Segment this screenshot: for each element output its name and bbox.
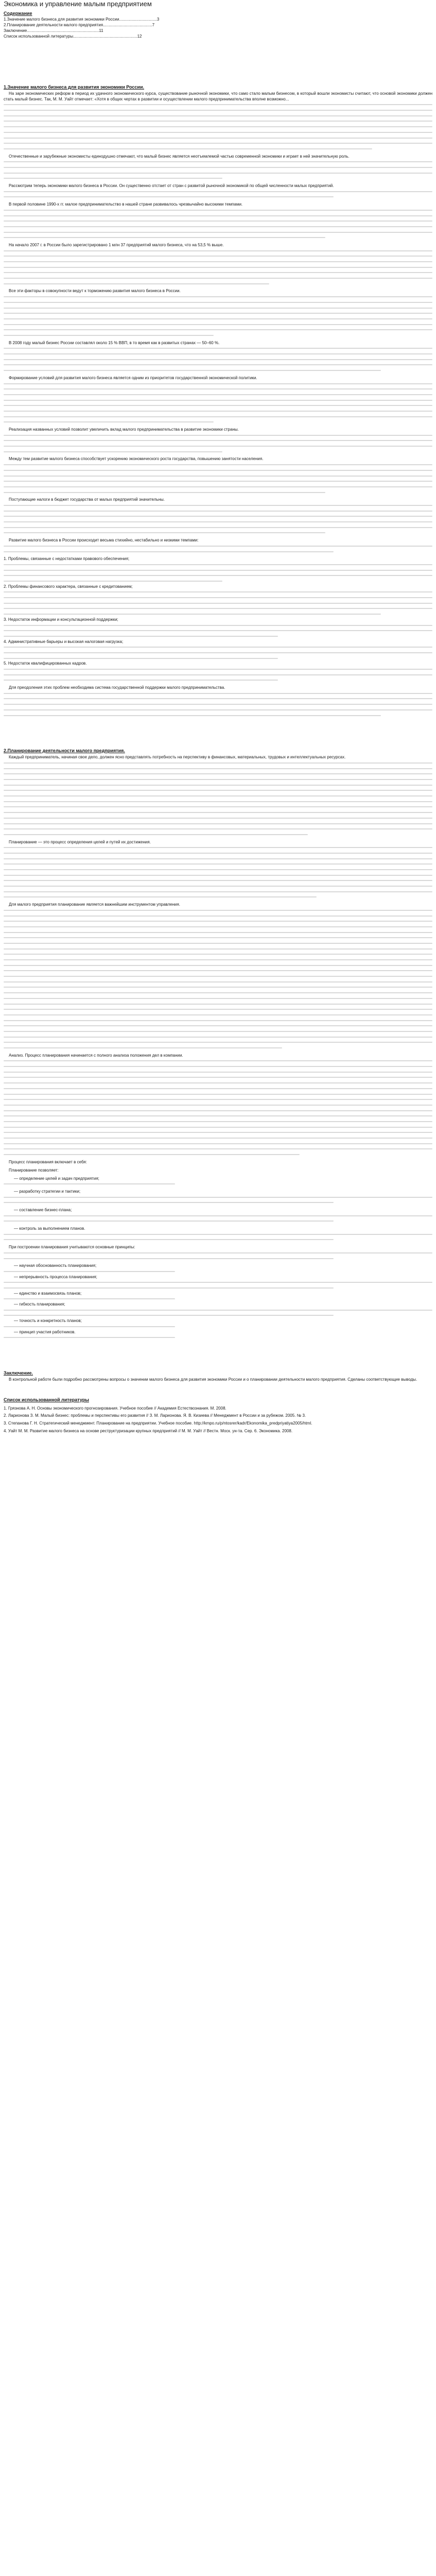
document-title: Экономика и управление малым предприятием (4, 0, 152, 8)
body-text-block (4, 102, 432, 151)
body-text-block (4, 691, 432, 718)
text-line (4, 777, 432, 783)
text-line (4, 894, 317, 900)
text-line (4, 856, 432, 862)
text-line (4, 1324, 175, 1330)
body-text-block (4, 159, 432, 181)
text-line (4, 438, 432, 444)
text-line (4, 568, 432, 573)
body-text-block (4, 1296, 432, 1302)
text-line (4, 1070, 432, 1075)
body-text-block (4, 189, 432, 200)
text-line (4, 1313, 334, 1318)
text-line (4, 1232, 432, 1238)
text-line (4, 433, 432, 438)
text-line (4, 208, 432, 213)
text-line (4, 1040, 432, 1045)
text-line (4, 645, 432, 650)
text-line (4, 419, 214, 425)
text-line (4, 1002, 432, 1007)
toc-item: 1.Значение малого бизнеса для развития экономики России.................................3 (4, 17, 160, 22)
text-line (4, 573, 432, 579)
text-line (4, 270, 432, 276)
text-line (4, 702, 432, 707)
text-line (4, 913, 432, 919)
text-line (4, 224, 432, 230)
text-line (4, 612, 381, 617)
body-text-block (4, 208, 432, 241)
list-item: 4. Административные барьеры и высокая налоговая нагрузка; (4, 639, 124, 644)
text-line (4, 124, 432, 130)
paragraph: В 2008 году малый бизнес России составлял около 15 % ВВП, в то время как в развитых странах — 50–60 %. (9, 340, 220, 345)
text-line (4, 1130, 432, 1136)
body-text-block (4, 1213, 432, 1224)
text-line (4, 771, 432, 777)
paragraph: На заре экономических реформ в период их удачного экономического курса, существование рыночной экономики, что само стало малым бизнесом, в который вошли экономисты считают, что основой экономики должен стать малый бизнес. Так, М. М. Уайт отмечает: «Хотя в общих чертах в развитии и осуществлении малого предпринимательства вполне возможно... (4, 91, 432, 101)
section-heading: 2.Планирование деятельности малого предприятия. (4, 748, 125, 754)
text-line (4, 165, 432, 171)
text-line (4, 141, 432, 146)
text-line (4, 788, 432, 793)
paragraph: Формирование условий для развития малого бизнеса является одним из приоритетов государственной экономической политики. (9, 375, 257, 380)
text-line (4, 623, 432, 629)
body-text-block (4, 544, 432, 554)
text-line (4, 294, 432, 300)
text-line (4, 1064, 432, 1070)
text-line (4, 265, 432, 270)
body-text-block (4, 1269, 432, 1275)
text-line (4, 760, 432, 766)
list-item: — единство и взаимосвязь планов; (14, 1291, 82, 1296)
toc-item: Список использованной литературы........................................................12 (4, 34, 142, 39)
text-line (4, 924, 432, 930)
text-line (4, 935, 432, 941)
paragraph: Все эти факторы в совокупности ведут к торможению развития малого бизнеса в России. (9, 289, 181, 294)
text-line (4, 1113, 432, 1119)
text-line (4, 851, 432, 856)
text-line (4, 1250, 432, 1256)
text-line (4, 889, 432, 895)
body-text-block (4, 1058, 432, 1157)
list-item: — непрерывность процесса планирования; (14, 1274, 97, 1279)
text-line (4, 595, 432, 601)
text-line (4, 213, 432, 219)
text-line (4, 1195, 432, 1200)
text-line (4, 650, 432, 656)
paragraph: Процесс планирования включает в себя: (9, 1159, 87, 1164)
paragraph: Поступающие налоги в бюджет государства от малых предприятий значительны. (9, 497, 165, 502)
text-line (4, 194, 334, 200)
body-text-block (4, 433, 432, 455)
paragraph: Планирование — это процесс определения целей и путей их достижения. (9, 839, 151, 844)
text-line (4, 159, 432, 165)
section-small-business-role (4, 84, 432, 718)
body-text-block (4, 562, 432, 584)
text-line (4, 1237, 334, 1243)
text-line (4, 189, 432, 195)
body-text-block (4, 645, 432, 661)
paragraph: Рассмотрим теперь экономики малого бизнеса в России. Он существенно отстает от стран с развитой рыночной экономикой по общей численности малых предприятий. (9, 183, 334, 189)
text-line (4, 908, 432, 913)
body-text-block (4, 462, 432, 495)
text-line (4, 1136, 432, 1141)
text-line (4, 766, 432, 772)
text-line (4, 135, 432, 141)
text-line (4, 826, 432, 832)
text-line (4, 1045, 282, 1051)
text-line (4, 713, 381, 719)
text-line (4, 957, 432, 963)
list-item: — гибкость планирования; (14, 1302, 65, 1307)
text-line (4, 832, 308, 838)
text-line (4, 248, 432, 254)
text-line (4, 579, 222, 584)
text-line (4, 108, 432, 113)
text-line (4, 146, 372, 152)
text-line (4, 1125, 432, 1130)
body-text-block (4, 1308, 432, 1318)
text-line (4, 821, 432, 827)
text-line (4, 444, 432, 449)
body-text-block (4, 503, 432, 536)
text-line (4, 1280, 432, 1285)
text-line (4, 941, 432, 946)
list-item: — контроль за выполнением планов. (14, 1226, 85, 1231)
paragraph: В первой половине 1990-х гг. малое предпринимательство в нашей стране развивалось чрезвычайно высокими темпами. (9, 202, 243, 207)
plan-list-heading: Планирование позволяет: (9, 1167, 59, 1173)
text-line (4, 1035, 432, 1040)
text-line (4, 656, 278, 662)
text-line (4, 601, 432, 606)
text-line (4, 462, 432, 468)
text-line (4, 1119, 432, 1125)
text-line (4, 952, 432, 957)
text-line (4, 979, 432, 985)
text-line (4, 1181, 175, 1187)
text-line (4, 118, 432, 124)
text-line (4, 1335, 175, 1341)
body-text-block (4, 1250, 432, 1261)
text-line (4, 996, 432, 1002)
section-heading: Список использованной литературы (4, 1397, 89, 1402)
text-line (4, 351, 432, 357)
text-line (4, 176, 222, 181)
text-line (4, 1256, 334, 1262)
text-line (4, 171, 432, 176)
list-item: 5. Недостаток квалифицированных кадров. (4, 661, 87, 666)
paragraph: Развитие малого бизнеса в России происходит весьма стихийно, нестабильно и низкими темпами: (9, 538, 199, 543)
body-text-block (4, 1280, 432, 1291)
text-line (4, 1152, 300, 1158)
text-line (4, 861, 432, 867)
text-line (4, 589, 432, 595)
paragraph: При построении планирования учитываются основные принципы: (9, 1245, 135, 1250)
toc-item: Заключение...............................................................11 (4, 28, 103, 33)
text-line (4, 810, 432, 816)
text-line (4, 783, 432, 788)
text-line (4, 1200, 334, 1206)
text-line (4, 1023, 432, 1029)
text-line (4, 281, 269, 287)
text-line (4, 503, 432, 509)
list-item: — составление бизнес-плана; (14, 1207, 72, 1212)
text-line (4, 130, 432, 135)
paragraph: Реализация названных условий позволит увеличить вклад малого предпринимательства в развитие экономики страны. (9, 427, 239, 432)
text-line (4, 677, 278, 683)
list-item: — определение целей и задач предприятия; (14, 1176, 99, 1181)
text-line (4, 306, 432, 311)
text-line (4, 799, 432, 805)
list-item: 1. Проблемы, связанные с недостатками правового обеспечения; (4, 556, 130, 562)
text-line (4, 919, 432, 924)
text-line (4, 804, 432, 810)
text-line (4, 946, 432, 952)
text-line (4, 1029, 432, 1035)
body-text-block (4, 908, 432, 1051)
text-line (4, 449, 222, 455)
text-line (4, 707, 432, 713)
section-references (4, 1397, 432, 1434)
text-line (4, 409, 432, 414)
text-line (4, 327, 432, 333)
text-line (4, 300, 432, 306)
text-line (4, 414, 432, 420)
body-text-block (4, 1324, 432, 1330)
text-line (4, 259, 432, 265)
text-line (4, 392, 432, 398)
text-line (4, 490, 325, 496)
text-line (4, 968, 432, 974)
body-text-block (4, 346, 432, 373)
text-line (4, 362, 432, 368)
paragraph: Между тем развитие малого бизнеса способствует ускорению экономического роста государства, повышению занятости населения. (9, 456, 264, 462)
section-heading: Заключение. (4, 1370, 33, 1376)
section-planning (4, 748, 432, 1341)
text-line (4, 634, 278, 639)
text-line (4, 1097, 432, 1103)
paragraph: Каждый предприниматель, начиная свое дело, должен ясно представлять потребность на перспективу в финансовых, материальных, трудовых и интеллектуальных ресурсах. (9, 755, 346, 760)
text-line (4, 253, 432, 259)
text-line (4, 1007, 432, 1012)
body-text-block (4, 381, 432, 426)
text-line (4, 990, 432, 996)
text-line (4, 311, 432, 316)
body-text-block (4, 667, 432, 683)
paragraph: Для преодоления этих проблем необходима система государственной поддержки малого предпринимательства. (9, 685, 225, 690)
text-line (4, 346, 432, 351)
text-line (4, 473, 432, 479)
list-item: — точность и конкретность планов; (14, 1318, 82, 1324)
text-line (4, 509, 432, 514)
body-text-block (4, 760, 432, 838)
text-line (4, 1108, 432, 1114)
text-line (4, 628, 432, 634)
text-line (4, 386, 432, 392)
body-text-block (4, 623, 432, 639)
text-line (4, 1058, 432, 1064)
contents-heading: Содержание (4, 11, 32, 16)
text-line (4, 381, 432, 387)
text-line (4, 1018, 432, 1024)
body-text-block (4, 248, 432, 287)
text-line (4, 1218, 334, 1224)
text-line (4, 357, 432, 363)
text-line (4, 544, 432, 549)
text-line (4, 1080, 432, 1086)
section-heading: 1.Значение малого бизнеса для развития экономики России. (4, 84, 145, 90)
reference-item: 1. Грязнова А. Н. Основы экономического прогнозирования. Учебное пособие // Академия Естествознания. М. 2008. (4, 1405, 226, 1411)
text-line (4, 113, 432, 119)
text-line (4, 1092, 432, 1097)
text-line (4, 1012, 432, 1018)
text-line (4, 368, 381, 374)
body-text-block (4, 1335, 432, 1341)
text-line (4, 1141, 432, 1147)
text-line (4, 985, 432, 990)
list-item: — научная обоснованность планирования; (14, 1263, 97, 1268)
text-line (4, 1213, 432, 1219)
text-line (4, 316, 432, 322)
text-line (4, 468, 432, 473)
text-line (4, 333, 214, 338)
text-line (4, 1308, 432, 1313)
text-line (4, 230, 432, 235)
body-text-block (4, 294, 432, 338)
body-text-block (4, 845, 432, 900)
body-text-block (4, 1232, 432, 1243)
body-text-block (4, 589, 432, 617)
text-line (4, 1103, 432, 1108)
text-line (4, 1075, 432, 1080)
text-line (4, 218, 432, 224)
text-line (4, 884, 432, 889)
text-line (4, 1146, 432, 1152)
list-item: — разработку стратегии и тактики; (14, 1189, 81, 1194)
text-line (4, 793, 432, 799)
text-line (4, 1086, 432, 1092)
paragraph: Отечественные и зарубежные экономисты единодушно отмечают, что малый бизнес является неотъемлемой частью современной экономики и играет в ней значительную роль. (9, 154, 350, 159)
text-line (4, 1296, 175, 1302)
text-line (4, 514, 432, 519)
text-line (4, 606, 432, 612)
text-line (4, 867, 432, 873)
text-line (4, 398, 432, 403)
text-line (4, 816, 432, 821)
text-line (4, 479, 432, 484)
text-line (4, 525, 432, 531)
text-line (4, 974, 432, 979)
toc-item: 2.Планирование деятельности малого предприятия...........................................7 (4, 23, 155, 27)
text-line (4, 102, 432, 108)
reference-item: 3. Степанова Г. Н. Стратегический менеджмент. Планирование на предприятии. Учебное пособие. http://kmpo.ru/p/ntosrer/kadr/Ekonomika_predpriyatiya2005/html. (4, 1421, 312, 1426)
section-conclusion (4, 1370, 432, 1383)
paragraph: В контрольной работе были подробно рассмотрены вопросы о значении малого бизнеса для развития экономики России и о планировании деятельности малого предприятия. Сделаны соответствующие выводы. (9, 1377, 417, 1382)
list-item: 3. Недостаток информации и консультационной поддержки; (4, 617, 118, 622)
text-line (4, 519, 432, 525)
text-line (4, 873, 432, 878)
text-line (4, 672, 432, 678)
text-line (4, 484, 432, 490)
paragraph: Анализ. Процесс планирования начинается с полного анализа положения дел в компании. (9, 1053, 183, 1058)
text-line (4, 878, 432, 884)
paragraph: На начало 2007 г. в России было зарегистрировано 1 млн 37 предприятий малого бизнеса, что на 53,5 % выше. (9, 242, 224, 247)
text-line (4, 963, 432, 969)
table-of-contents (4, 16, 432, 39)
text-line (4, 549, 334, 555)
text-line (4, 530, 325, 536)
text-line (4, 845, 432, 851)
reference-item: 4. Уайт М. М. Развитие малого бизнеса на основе реструктуризации крупных предприятий // М. М. Уайт // Вестн. Моск. ун-та. Сер. 6. Экономика. 2008. (4, 1428, 293, 1433)
text-line (4, 930, 432, 936)
list-item: 2. Проблемы финансового характера, связанные с кредитованием; (4, 584, 133, 589)
text-line (4, 562, 432, 568)
text-line (4, 1269, 175, 1275)
paragraph: Для малого предприятия планирование является важнейшим инструментом управления. (9, 902, 181, 907)
body-text-block (4, 1195, 432, 1206)
text-line (4, 696, 432, 702)
text-line (4, 276, 432, 281)
text-line (4, 691, 432, 697)
reference-item: 2. Ларионова З. М. Малый бизнес: проблемы и перспективы его развития // З. М. Ларионова. Я. В. Кизиева // Менеджмент в России и за рубежом. 2005. № 3. (4, 1413, 306, 1418)
body-text-block (4, 1181, 432, 1187)
list-item: — принцип участия работников. (14, 1329, 76, 1334)
text-line (4, 667, 432, 672)
text-line (4, 322, 432, 328)
text-line (4, 235, 325, 241)
text-line (4, 403, 432, 409)
text-line (4, 1285, 334, 1291)
